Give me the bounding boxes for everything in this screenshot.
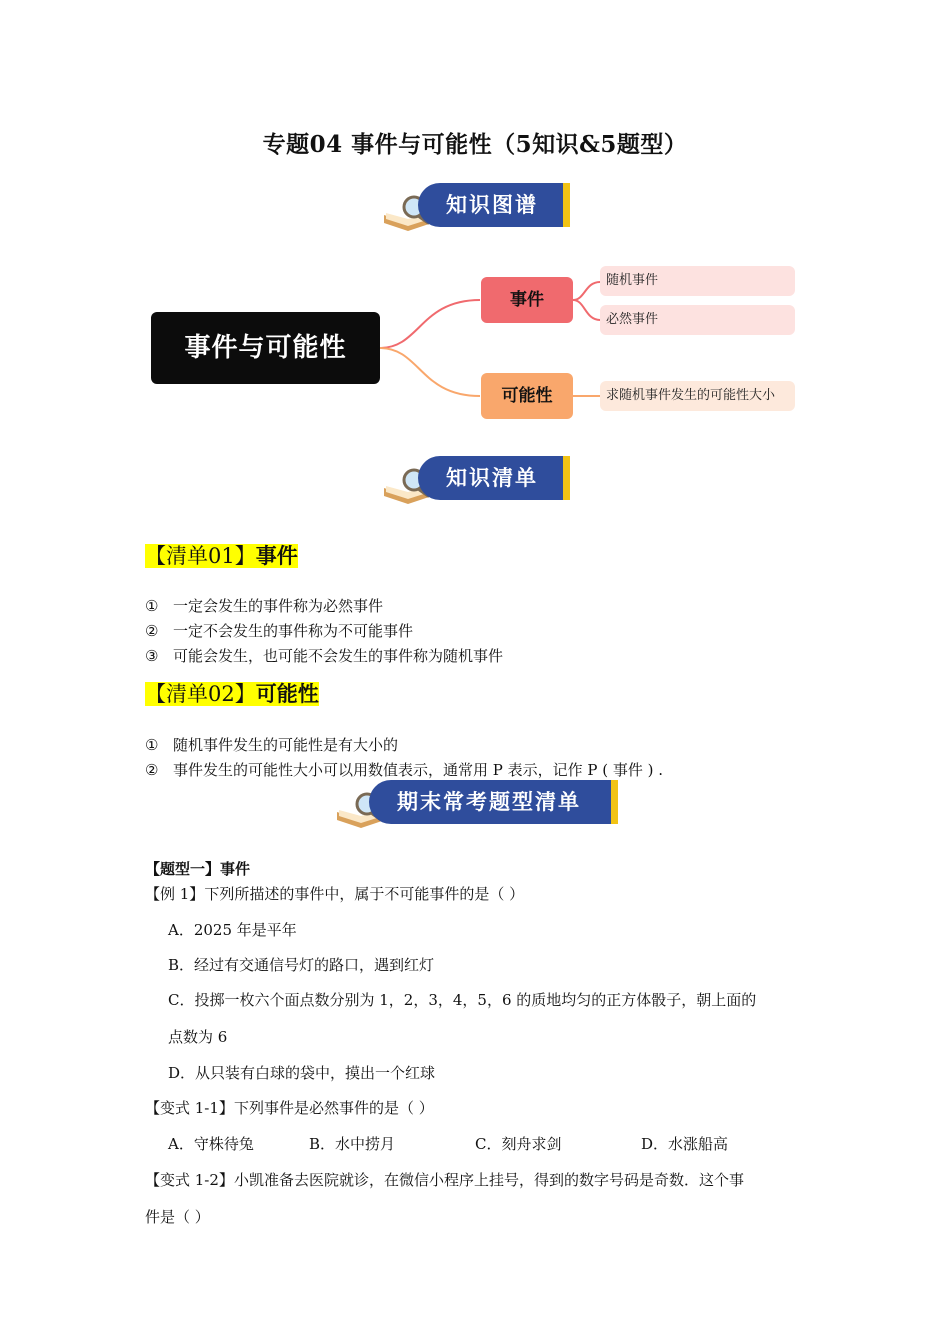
list-item: ③ 可能会发生，也可能不会发生的事件称为随机事件 bbox=[145, 647, 504, 665]
heading-bracket: 】 bbox=[234, 544, 256, 568]
type-one-heading: 【题型一】事件 bbox=[145, 860, 251, 878]
mindmap-leaf-random-event: 随机事件 bbox=[600, 266, 795, 296]
option-b: B．经过有交通信号灯的路口，遇到红灯 bbox=[168, 956, 435, 974]
list-item: ① 随机事件发生的可能性是有大小的 bbox=[145, 736, 399, 754]
banner-label: 知识清单 bbox=[418, 456, 570, 500]
mindmap-leaf-certain-event: 必然事件 bbox=[600, 305, 795, 335]
variant-label: 【变式 1-1】 bbox=[145, 1099, 234, 1117]
list-item: ② 事件发生的可能性大小可以用数值表示，通常用 P 表示，记作 P ( 事件 ) . bbox=[145, 761, 664, 779]
variant-label: 【变式 1-2】 bbox=[145, 1171, 234, 1189]
option-c: C．投掷一枚六个面点数分别为 1，2，3，4，5，6 的质地均匀的正方体骰子，朝上面的 bbox=[168, 991, 757, 1009]
example-1 bbox=[145, 883, 524, 904]
heading-number: 01 bbox=[208, 544, 235, 568]
list-item: ① 一定会发生的事件称为必然事件 bbox=[145, 597, 384, 615]
variant-1-2 bbox=[145, 1169, 744, 1190]
mindmap-root: 事件与可能性 bbox=[151, 312, 380, 384]
list-02-heading bbox=[145, 678, 319, 708]
heading-bracket: 【清单 bbox=[145, 682, 208, 706]
mindmap-node-probability: 可能性 bbox=[481, 373, 573, 419]
option-d: D．水涨船高 bbox=[641, 1135, 729, 1153]
variant-1-1 bbox=[145, 1097, 434, 1118]
list-item: ② 一定不会发生的事件称为不可能事件 bbox=[145, 622, 414, 640]
banner-exam-list bbox=[333, 780, 618, 826]
list-01-heading bbox=[145, 540, 298, 570]
page-title: 专题04 事件与可能性（5知识&5题型） bbox=[262, 131, 688, 158]
option-a: A．2025 年是平年 bbox=[168, 921, 297, 939]
option-d: D．从只装有白球的袋中，摸出一个红球 bbox=[168, 1064, 436, 1082]
heading-number: 02 bbox=[208, 682, 235, 706]
option-c: C．刻舟求剑 bbox=[475, 1135, 562, 1153]
option-a: A．守株待兔 bbox=[168, 1135, 254, 1153]
banner-knowledge-list bbox=[380, 456, 570, 502]
variant-1-2-continued: 件是（ ） bbox=[145, 1208, 210, 1226]
banner-knowledge-map bbox=[380, 183, 570, 229]
variant-text: 下列事件是必然事件的是（ ） bbox=[233, 1099, 434, 1117]
example-text: 下列所描述的事件中，属于不可能事件的是（ ） bbox=[204, 885, 525, 903]
banner-label: 期末常考题型清单 bbox=[369, 780, 618, 824]
mindmap-node-event: 事件 bbox=[481, 277, 573, 323]
option-b: B．水中捞月 bbox=[309, 1135, 396, 1153]
heading-label: 事件 bbox=[255, 544, 298, 568]
example-label: 【例 1】 bbox=[145, 885, 205, 903]
heading-bracket: 【清单 bbox=[145, 544, 208, 568]
option-c-continued: 点数为 6 bbox=[168, 1028, 228, 1046]
banner-label: 知识图谱 bbox=[418, 183, 570, 227]
mindmap-leaf-probability: 求随机事件发生的可能性大小 bbox=[600, 381, 795, 411]
heading-bracket: 】 bbox=[234, 682, 256, 706]
heading-label: 可能性 bbox=[255, 682, 319, 706]
variant-text: 小凯准备去医院就诊，在微信小程序上挂号，得到的数字号码是奇数．这个事 bbox=[233, 1171, 744, 1189]
